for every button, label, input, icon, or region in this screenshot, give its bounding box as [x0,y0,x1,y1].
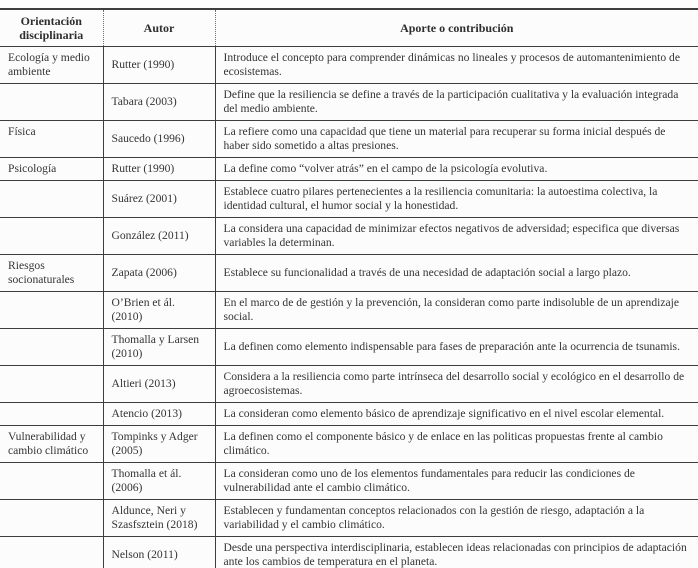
author-cell: Aldunce, Neri y Szasfsztein (2018) [103,500,215,537]
discipline-cell [0,463,103,500]
discipline-cell [0,366,103,403]
column-header-discipline: Orientación disciplinaria [0,9,103,47]
author-cell: O’Brien et ál. (2010) [103,292,215,329]
table-row [0,292,698,329]
discipline-cell [0,292,103,329]
column-header-author: Autor [103,9,215,47]
author-cell: Tabara (2003) [103,84,215,121]
resilience-definitions-table [0,8,698,568]
contribution-cell: La considera una capacidad de minimizar efectos negativos de adversidad; especifica que diversas variables la determinan. [215,218,698,255]
discipline-cell: Física [0,121,103,158]
contribution-cell: La consideran como elemento básico de aprendizaje significativo en el nivel escolar elemental. [215,403,698,426]
author-cell: Atencio (2013) [103,403,215,426]
contribution-cell: Introduce el concepto para comprender dinámicas no lineales y procesos de automantenimiento de ecosistemas. [215,47,698,84]
author-cell: Thomalla y Larsen (2010) [103,329,215,366]
contribution-cell: Considera a la resiliencia como parte intrínseca del desarrollo social y ecológico en el desarrollo de agroecosistemas. [215,366,698,403]
table-body [0,47,698,568]
author-cell: Saucedo (1996) [103,121,215,158]
column-header-contribution: Aporte o contribución [215,9,698,47]
table-row [0,181,698,218]
discipline-cell [0,500,103,537]
table-row [0,500,698,537]
table-row [0,537,698,568]
table-header [0,9,698,47]
author-cell: Suárez (2001) [103,181,215,218]
contribution-cell: Establece su funcionalidad a través de una necesidad de adaptación social a largo plazo. [215,255,698,292]
contribution-cell: La definen como elemento indispensable para fases de preparación ante la ocurrencia de tsunamis. [215,329,698,366]
table-row [0,403,698,426]
discipline-cell [0,84,103,121]
author-cell: Thomalla et ál. (2006) [103,463,215,500]
table-row [0,463,698,500]
table-row [0,329,698,366]
discipline-cell: Vulnerabilidad y cambio climático [0,426,103,463]
discipline-cell: Psicología [0,158,103,181]
discipline-cell [0,329,103,366]
table-row [0,121,698,158]
contribution-cell: La define como “volver atrás” en el campo de la psicología evolutiva. [215,158,698,181]
contribution-cell: Establece cuatro pilares pertenecientes a la resiliencia comunitaria: la autoestima colectiva, la identidad cultural, el humor social y la honestidad. [215,181,698,218]
header-row [0,9,698,47]
table-row [0,47,698,84]
contribution-cell: La consideran como uno de los elementos fundamentales para reducir las condiciones de vulnerabilidad ante el cambio climático. [215,463,698,500]
author-cell: Rutter (1990) [103,47,215,84]
discipline-cell [0,403,103,426]
table-row [0,255,698,292]
contribution-cell: Desde una perspectiva interdisciplinaria, establecen ideas relacionadas con principios de adaptación ante los cambios de temperatura en el planeta. [215,537,698,568]
contribution-cell: Define que la resiliencia se define a través de la participación cualitativa y la evaluación integrada del medio ambiente. [215,84,698,121]
discipline-cell [0,181,103,218]
contribution-cell: Establecen y fundamentan conceptos relacionados con la gestión de riesgo, adaptación a la variabilidad y el cambio climático. [215,500,698,537]
table-row [0,366,698,403]
discipline-cell [0,218,103,255]
discipline-cell: Riesgos socionaturales [0,255,103,292]
table-row [0,158,698,181]
table-row [0,218,698,255]
discipline-cell [0,537,103,568]
author-cell: González (2011) [103,218,215,255]
author-cell: Zapata (2006) [103,255,215,292]
author-cell: Altieri (2013) [103,366,215,403]
author-cell: Rutter (1990) [103,158,215,181]
contribution-cell: En el marco de de gestión y la prevención, la consideran como parte indisoluble de un aprendizaje social. [215,292,698,329]
author-cell: Nelson (2011) [103,537,215,568]
author-cell: Tompinks y Adger (2005) [103,426,215,463]
table-row [0,84,698,121]
discipline-cell: Ecología y medio ambiente [0,47,103,84]
contribution-cell: La definen como el componente básico y de enlace en las politicas propuestas frente al cambio climático. [215,426,698,463]
table-row [0,426,698,463]
contribution-cell: La refiere como una capacidad que tiene un material para recuperar su forma inicial después de haber sido sometido a altas presiones. [215,121,698,158]
